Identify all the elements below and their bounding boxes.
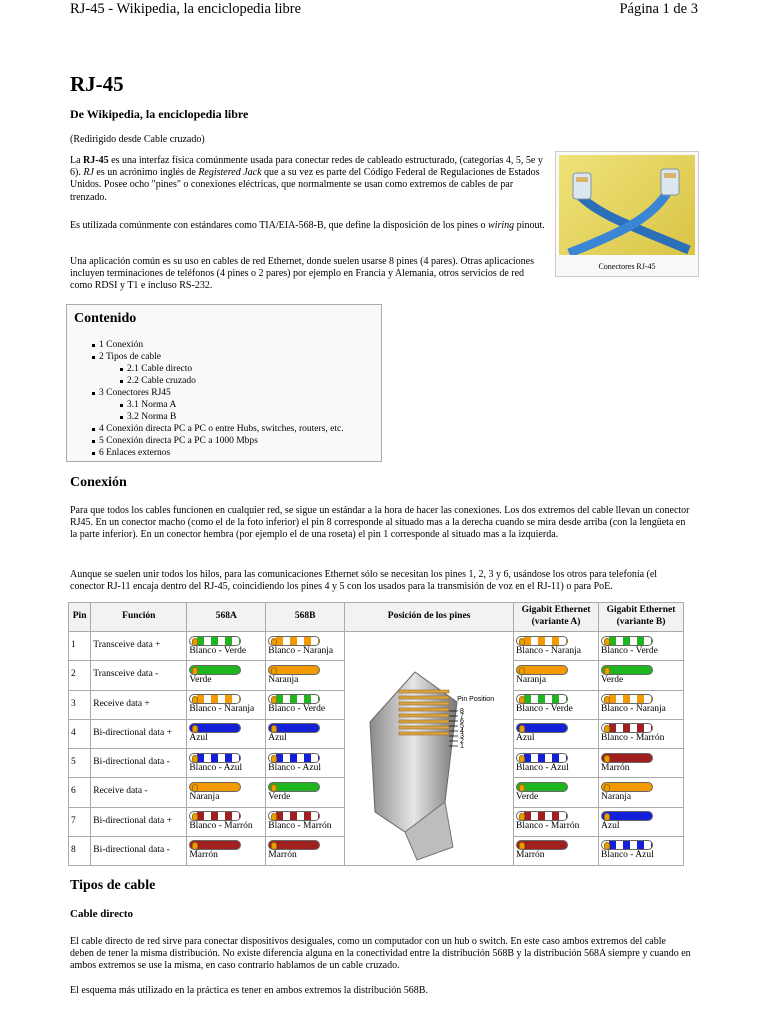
wire-color-label: Naranja [516, 674, 547, 685]
pin-function: Transceive data + [91, 632, 187, 661]
table-of-contents [66, 304, 382, 462]
cell-gigabit-b [599, 778, 684, 807]
pin-number: 2 [69, 661, 91, 690]
cell-568b [266, 632, 345, 661]
image-caption: Conectores RJ-45 [598, 262, 656, 271]
wire-color-swatch [268, 811, 320, 821]
wire-color-swatch [268, 840, 320, 850]
header-pin-position: Posición de los pines [345, 603, 514, 632]
pin-number: 8 [69, 836, 91, 865]
pin-function: Bi-directional data - [91, 749, 187, 778]
svg-text:1: 1 [460, 743, 465, 750]
pin-position-image-cell [345, 632, 514, 866]
cell-568a [187, 807, 266, 836]
toc-item[interactable]: 5 Conexión directa PC a PC a 1000 Mbps [99, 436, 258, 446]
intro-paragraph-1: La RJ-45 es una interfaz física comúnmente usada para conectar redes de cableado estructurado, (categorías 4, 5, 5e y 6). RJ es un acrónimo inglés de Registered Jack que a su vez es parte del Código Federal de Regulaciones de Estados Unidos. Posee ocho "pines" o conexiones eléctricas, que normalmente se usan como extremos de cables de par trenzado. [70, 155, 543, 203]
cell-568a [187, 719, 266, 748]
pin-function: Transceive data - [91, 661, 187, 690]
conexion-paragraph-1: Para que todos los cables funcionen en cualquier red, se sigue un estándar a la hora de hacer las conexiones. Los dos extremos del cable llevan un conector RJ45. En un conector macho (como el de la foto inferior) el pin 8 corresponde al situado mas a la derecha cuando se mira desde arriba (con la lengüeta en la parte inferior). En un conector hembra (por ejemplo el de una roseta) el pin 1 corresponde al situado mas a la izquierda. [70, 505, 690, 541]
cell-568b [266, 690, 345, 719]
wire-color-swatch [268, 636, 320, 646]
wire-color-label: Marrón [516, 850, 545, 861]
wire-color-label: Marrón [601, 762, 630, 773]
wire-color-label: Azul [189, 733, 208, 744]
cell-568a [187, 632, 266, 661]
pinout-table [68, 602, 684, 866]
wire-color-label: Blanco - Verde [268, 704, 326, 715]
wire-color-swatch [189, 782, 241, 792]
svg-text:3: 3 [460, 733, 465, 740]
site-subtitle: De Wikipedia, la enciclopedia libre [70, 107, 249, 121]
pin-function: Bi-directional data + [91, 807, 187, 836]
table-row [69, 632, 684, 661]
cell-568b [266, 778, 345, 807]
wire-color-label: Blanco - Naranja [601, 704, 666, 715]
wire-color-label: Blanco - Verde [601, 645, 658, 656]
pin-function: Bi-directional data + [91, 719, 187, 748]
wire-color-label: Azul [516, 733, 535, 744]
pin-function: Receive data + [91, 690, 187, 719]
svg-text:8: 8 [460, 708, 465, 715]
pin-number: 1 [69, 632, 91, 661]
cell-568a [187, 836, 266, 865]
svg-text:7: 7 [460, 713, 465, 720]
cell-gigabit-b [599, 836, 684, 865]
wire-color-label: Naranja [268, 674, 299, 685]
section-heading-tipos: Tipos de cable [70, 878, 156, 893]
toc-item[interactable]: 1 Conexión [99, 340, 144, 350]
print-header-page: Página 1 de 3 [619, 1, 698, 17]
wire-color-label: Azul [601, 821, 620, 832]
wire-color-swatch [268, 753, 320, 763]
toc-item[interactable]: 2 Tipos de cable [99, 352, 162, 362]
wire-color-label: Azul [268, 733, 287, 744]
pin-position-label: Pin Position [457, 696, 495, 703]
cell-gigabit-b [599, 749, 684, 778]
cell-gigabit-a [514, 632, 599, 661]
wire-color-swatch [516, 840, 568, 850]
pin-function: Receive data - [91, 778, 187, 807]
pin-number: 5 [69, 749, 91, 778]
cell-gigabit-a [514, 836, 599, 865]
wire-color-swatch [516, 811, 568, 821]
wire-color-label: Marrón [189, 850, 218, 861]
wire-color-swatch [601, 782, 653, 792]
wire-color-swatch [189, 636, 241, 646]
print-header [70, 0, 698, 22]
wire-color-swatch [189, 694, 241, 704]
wire-color-swatch [189, 753, 241, 763]
intro-paragraph-3: Una aplicación común es su uso en cables de red Ethernet, donde suelen usarse 8 pines (4 pares). Otras aplicaciones incluyen terminaciones de teléfonos (4 pines o 2 pares) por ejemplo en Francia y Alemania, otros servicios de red como RDSI y T1 e incluso RS-232. [70, 256, 535, 292]
wire-color-swatch [601, 636, 653, 646]
toc-item[interactable]: 3.1 Norma A [127, 400, 177, 410]
cell-568b [266, 836, 345, 865]
wire-color-label: Marrón [268, 850, 297, 861]
wire-color-swatch [189, 723, 241, 733]
rj45-pin-position-image [345, 632, 508, 865]
toc-item[interactable]: 4 Conexión directa PC a PC o entre Hubs, switches, routers, etc. [99, 424, 344, 434]
rj45-connectors-photo [559, 155, 695, 255]
cell-gigabit-a [514, 749, 599, 778]
wire-color-swatch [601, 665, 653, 675]
pin-number: 3 [69, 690, 91, 719]
wire-color-label: Blanco - Marrón [516, 821, 580, 832]
cell-568a [187, 778, 266, 807]
cell-gigabit-a [514, 690, 599, 719]
wire-color-swatch [516, 723, 568, 733]
connector-image-frame[interactable] [555, 151, 699, 277]
section-heading-conexion: Conexión [70, 475, 127, 490]
wire-color-swatch [516, 753, 568, 763]
svg-text:2: 2 [460, 738, 465, 745]
wire-color-swatch [268, 665, 320, 675]
cell-gigabit-b [599, 661, 684, 690]
pin-function: Bi-directional data - [91, 836, 187, 865]
wire-color-label: Blanco - Azul [189, 762, 243, 773]
header-pin: Pin [69, 603, 91, 632]
conexion-paragraph-2: Aunque se suelen unir todos los hilos, para las comunicaciones Ethernet sólo se necesitan los pines 1, 2, 3 y 6, usándose los otros para telefonía (el conector RJ-11 encaja dentro del RJ-45, coincidiendo los pines 4 y 5 con los usados para la transmisión de voz en el RJ-11) o para PoE. [70, 569, 658, 593]
wire-color-label: Blanco - Verde [516, 704, 573, 715]
wire-color-label: Naranja [189, 791, 220, 802]
cell-568b [266, 749, 345, 778]
redirect-note: (Redirigido desde Cable cruzado) [70, 134, 205, 145]
toc-item[interactable]: 3 Conectores RJ45 [99, 388, 171, 398]
tipos-paragraph-2: El esquema más utilizado en la práctica es tener en ambos extremos la distribución 568B. [70, 985, 428, 996]
cell-gigabit-a [514, 719, 599, 748]
wire-color-swatch [601, 840, 653, 850]
wire-color-label: Blanco - Marrón [268, 821, 332, 832]
cell-568a [187, 661, 266, 690]
toc-item[interactable]: 2.1 Cable directo [127, 364, 193, 374]
toc-title: Contenido [74, 311, 137, 326]
tipos-paragraph-1: El cable directo de red sirve para conectar dispositivos desiguales, como un computador con un hub o switch. En este caso ambos extremos del cable deben de tener la misma distribución. No existe diferencia alguna en la conectividad entre la distribución 568B y la distribución 568A siempre y cuando en ambos extremos se use la misma, en caso contrario hablamos de un cable cruzado. [70, 936, 691, 972]
wire-color-swatch [601, 723, 653, 733]
wire-color-label: Blanco - Azul [601, 850, 654, 861]
cell-568b [266, 719, 345, 748]
wire-color-swatch [268, 782, 320, 792]
page-title: RJ-45 [70, 72, 124, 96]
wire-color-label: Verde [189, 674, 212, 685]
wire-color-swatch [268, 694, 320, 704]
svg-text:5: 5 [460, 723, 465, 730]
header-gigabit-b: Gigabit Ethernet (variante B) [599, 603, 684, 632]
subsection-heading-cable-directo: Cable directo [70, 908, 134, 920]
cell-gigabit-b [599, 632, 684, 661]
pin-number: 7 [69, 807, 91, 836]
toc-item[interactable]: 6 Enlaces externos [99, 448, 171, 458]
wire-color-label: Blanco - Naranja [268, 645, 334, 656]
wire-color-label: Verde [516, 791, 539, 802]
cell-gigabit-a [514, 807, 599, 836]
wire-color-swatch [516, 694, 568, 704]
svg-text:4: 4 [460, 728, 465, 735]
header-568b: 568B [266, 603, 345, 632]
cell-568a [187, 749, 266, 778]
wire-color-label: Blanco - Naranja [189, 704, 255, 715]
pin-number: 4 [69, 719, 91, 748]
toc-item[interactable]: 3.2 Norma B [127, 412, 177, 422]
cell-gigabit-a [514, 661, 599, 690]
print-header-title: RJ-45 - Wikipedia, la enciclopedia libre [70, 1, 302, 17]
wire-color-label: Naranja [601, 791, 632, 802]
wire-color-label: Blanco - Azul [516, 762, 569, 773]
wire-color-label: Blanco - Azul [268, 762, 321, 773]
cell-568b [266, 661, 345, 690]
cell-gigabit-b [599, 690, 684, 719]
header-function: Función [91, 603, 187, 632]
intro-paragraph-2: Es utilizada comúnmente con estándares como TIA/EIA-568-B, que define la disposición de los pines o wiring pinout. [70, 220, 545, 231]
wire-color-label: Blanco - Marrón [601, 733, 665, 744]
toc-item[interactable]: 2.2 Cable cruzado [127, 376, 196, 386]
wire-color-swatch [268, 723, 320, 733]
header-gigabit-a: Gigabit Ethernet (variante A) [514, 603, 599, 632]
wire-color-swatch [189, 811, 241, 821]
cell-568a [187, 690, 266, 719]
wire-color-swatch [516, 782, 568, 792]
cell-gigabit-b [599, 719, 684, 748]
wire-color-swatch [601, 753, 653, 763]
wire-color-label: Blanco - Naranja [516, 645, 581, 656]
pin-number: 6 [69, 778, 91, 807]
wire-color-label: Verde [268, 791, 291, 802]
wire-color-label: Blanco - Marrón [189, 821, 253, 832]
wire-color-swatch [189, 665, 241, 675]
cell-gigabit-a [514, 778, 599, 807]
cell-568b [266, 807, 345, 836]
wire-color-swatch [516, 665, 568, 675]
cell-gigabit-b [599, 807, 684, 836]
wire-color-label: Blanco - Verde [189, 645, 247, 656]
wire-color-swatch [189, 840, 241, 850]
wire-color-swatch [601, 811, 653, 821]
wire-color-swatch [601, 694, 653, 704]
wire-color-label: Verde [601, 674, 624, 685]
rj45-link[interactable]: RJ-45 [83, 155, 109, 166]
svg-text:6: 6 [460, 718, 465, 725]
wire-color-swatch [516, 636, 568, 646]
header-568a: 568A [187, 603, 266, 632]
